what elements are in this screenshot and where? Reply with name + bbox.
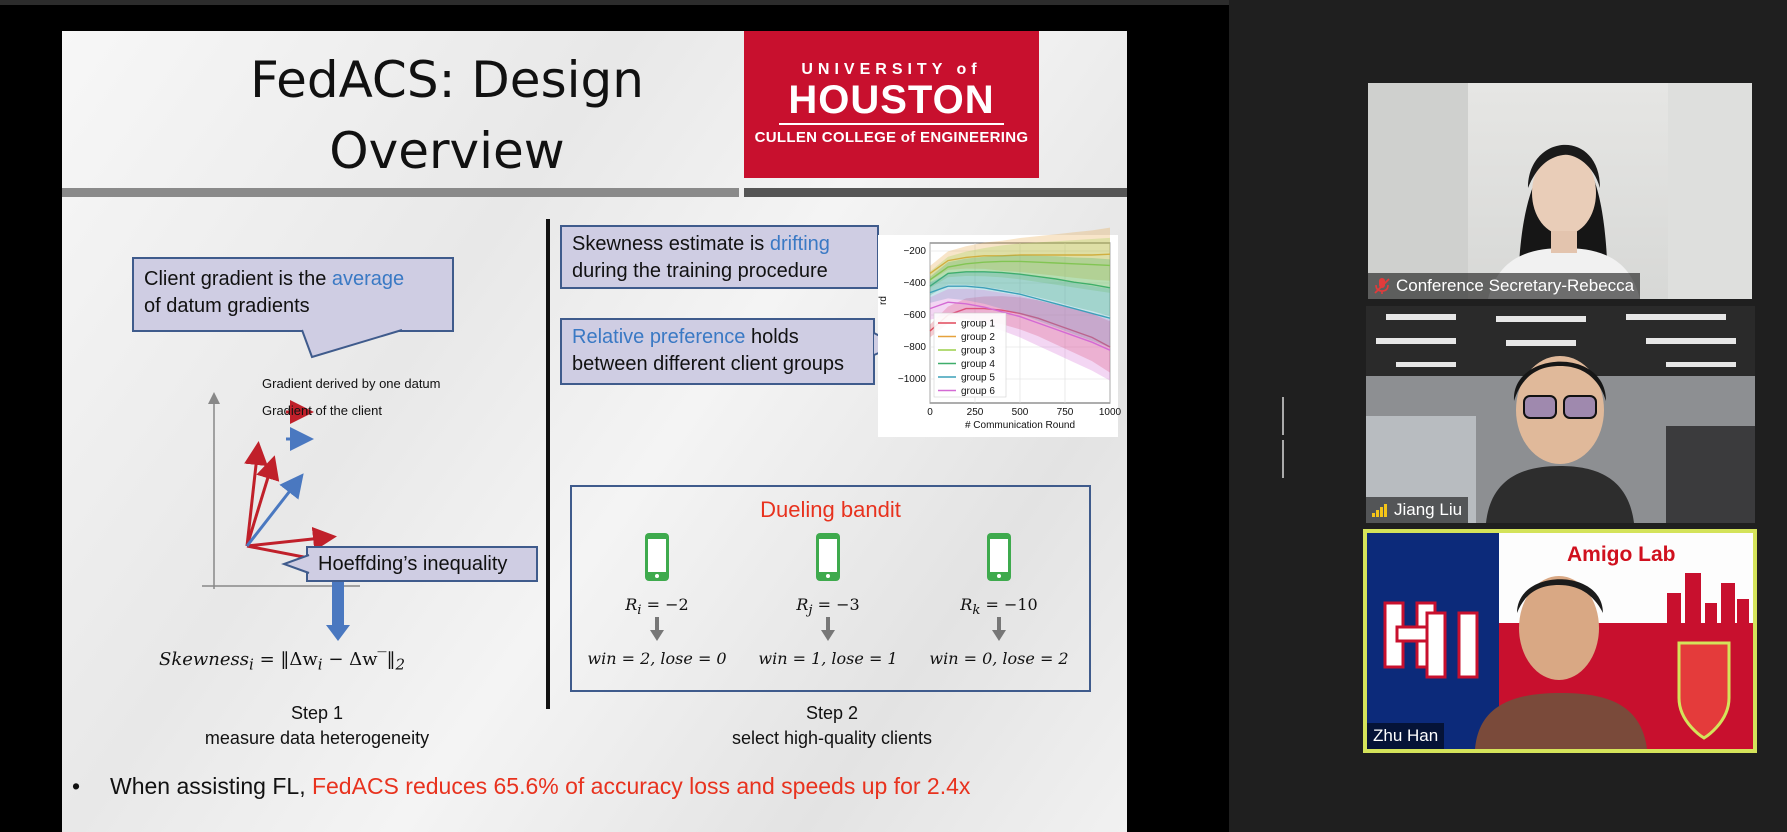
mic-muted-icon: [1374, 277, 1390, 295]
slide-title-line2: Overview: [329, 122, 565, 180]
client-i-down-arrow-icon: [647, 617, 667, 643]
client-k-reward: [929, 595, 1069, 618]
ri-sub: i: [637, 603, 642, 619]
chart-legend-label: group 3: [961, 345, 995, 357]
step2-title: Step 2: [805, 703, 859, 723]
chart-x-tick-label: 1000: [1098, 407, 1122, 418]
client-j-reward: [758, 595, 898, 618]
callout-pref-post1: holds: [745, 326, 799, 348]
conclusion-bullet: [72, 773, 970, 800]
client-k-down-arrow-icon: [989, 617, 1009, 643]
bullet-pre: When assisting FL,: [110, 773, 312, 799]
chart-y-tick-label: −400: [903, 278, 926, 289]
reward-line-chart: [878, 235, 1122, 437]
chart-legend-label: group 1: [961, 318, 995, 330]
section-divider: [546, 219, 550, 709]
callout-pref-highlight: Relative preference: [572, 326, 746, 348]
chart-legend-label: group 6: [961, 386, 995, 397]
step1-title: Step 1: [290, 703, 344, 723]
chart-y-tick-label: −600: [903, 310, 926, 321]
chart-y-tick-label: −200: [903, 246, 926, 257]
participant-video-jiang-liu: [1366, 306, 1755, 523]
background-lab-name: Amigo Lab: [1567, 543, 1676, 566]
participant-video-zhu-han: [1367, 533, 1753, 749]
presentation-slide: [62, 31, 1127, 832]
bullet-dot: •: [72, 773, 81, 799]
client-j-phone-icon: [815, 532, 841, 582]
logo-line1: UNIVERSITY of: [801, 61, 982, 78]
client-i-winloss: win = 2, lose = 0: [587, 649, 727, 668]
logo-line2: HOUSTON: [788, 78, 995, 122]
callout-drifting: [560, 225, 879, 289]
rk-sub: k: [972, 603, 981, 619]
formula-sub-i: i: [249, 655, 254, 674]
participant-name-zhu-han: Zhu Han: [1373, 726, 1439, 745]
chart-x-tick-label: 500: [1011, 407, 1029, 418]
logo-rule: [779, 123, 1004, 125]
rj-sub: j: [808, 603, 813, 619]
skew-bar-head: [326, 625, 350, 641]
bandit-title: Dueling bandit: [760, 497, 901, 522]
nameplate-rebecca: [1368, 273, 1640, 299]
step2-caption: [702, 701, 962, 751]
callout-client-highlight: average: [331, 268, 405, 290]
rj-val: = −3: [812, 595, 860, 614]
uh-logo-icon: [1385, 603, 1477, 677]
ri-var: R: [625, 595, 638, 614]
client-j-down-arrow-icon: [818, 617, 838, 643]
formula-rhs2: − Δw‾‖: [322, 649, 396, 670]
rj-var: R: [796, 595, 809, 614]
slide-title-line1: FedACS: Design: [250, 51, 644, 109]
callout-client-pre: Client gradient is the: [144, 268, 332, 290]
formula-lhs: Skewness: [159, 649, 250, 670]
dueling-bandit-box: [570, 485, 1091, 692]
chart-y-tick-label: −1000: [897, 374, 926, 385]
title-underline-right: [744, 188, 1127, 197]
callout-drift-highlight: drifting: [769, 233, 830, 255]
rk-var: R: [960, 595, 973, 614]
client-j-winloss: win = 1, lose = 1: [758, 649, 898, 668]
client-k-winloss: win = 0, lose = 2: [929, 649, 1069, 668]
bullet-highlight: FedACS reduces 65.6% of accuracy loss and speeds up for 2.4x: [311, 773, 971, 799]
rk-val: = −10: [980, 595, 1038, 614]
participant-name-rebecca: Conference Secretary-Rebecca: [1396, 276, 1635, 295]
client-i-phone-icon: [644, 532, 670, 582]
chart-x-axis-label: # Communication Round: [964, 420, 1076, 431]
ri-val: = −2: [641, 595, 689, 614]
client-gradient-arrow: [247, 478, 300, 546]
chart-legend-label: group 5: [961, 372, 995, 384]
slide-title: [122, 45, 772, 187]
logo-line3: CULLEN COLLEGE of ENGINEERING: [754, 129, 1029, 146]
callout-client-gradient: [132, 257, 454, 332]
legend-client-label: Gradient of the client: [262, 403, 382, 418]
video-tile-rebecca[interactable]: [1368, 83, 1752, 299]
signal-strength-icon: [1372, 503, 1388, 517]
chart-legend-label: group 4: [961, 359, 995, 370]
chart-y-axis-label: rd: [878, 296, 889, 305]
participant-name-jiang-liu: Jiang Liu: [1394, 500, 1463, 519]
university-logo: [744, 31, 1039, 178]
chart-y-tick-label: −800: [903, 342, 926, 353]
chart-x-tick-label: 0: [927, 407, 933, 418]
chart-legend-label: group 2: [961, 332, 995, 343]
nameplate-jiang-liu: [1366, 497, 1468, 523]
formula-sub-2: 2: [395, 655, 406, 674]
nameplate-zhu-han: [1367, 723, 1444, 749]
client-k-phone-icon: [986, 532, 1012, 582]
chart-x-tick-label: 250: [966, 407, 984, 418]
callout-client-post: of datum gradients: [144, 295, 310, 317]
step1-desc: measure data heterogeneity: [204, 728, 430, 748]
step2-desc: select high-quality clients: [731, 728, 933, 748]
callout-hoeffding: Hoeffding’s inequality: [306, 546, 538, 582]
chart-x-tick-label: 750: [1056, 407, 1074, 418]
share-top-border: [0, 0, 1229, 5]
step1-caption: [172, 701, 462, 751]
callout-preference: [560, 318, 875, 385]
client-i-reward: [587, 595, 727, 618]
callout-hoeffding-tail: [282, 553, 310, 575]
formula-sub-i2: i: [317, 655, 323, 674]
callout-client-tail: [302, 329, 422, 359]
legend-datum-label: Gradient derived by one datum: [262, 376, 441, 391]
video-tile-zhu-han-active-speaker[interactable]: [1363, 529, 1757, 753]
video-tile-jiang-liu[interactable]: [1366, 306, 1755, 523]
formula-rhs: = ‖Δw: [253, 649, 318, 670]
callout-drift-pre: Skewness estimate is: [572, 233, 770, 255]
title-underline-left: [62, 188, 739, 197]
panel-resize-handle[interactable]: [1282, 397, 1288, 435]
skewness-formula: [159, 649, 405, 674]
callout-pref-post2: between different client groups: [572, 353, 845, 375]
participant-video-rebecca: [1368, 83, 1752, 299]
callout-drift-post: during the training procedure: [572, 260, 828, 282]
